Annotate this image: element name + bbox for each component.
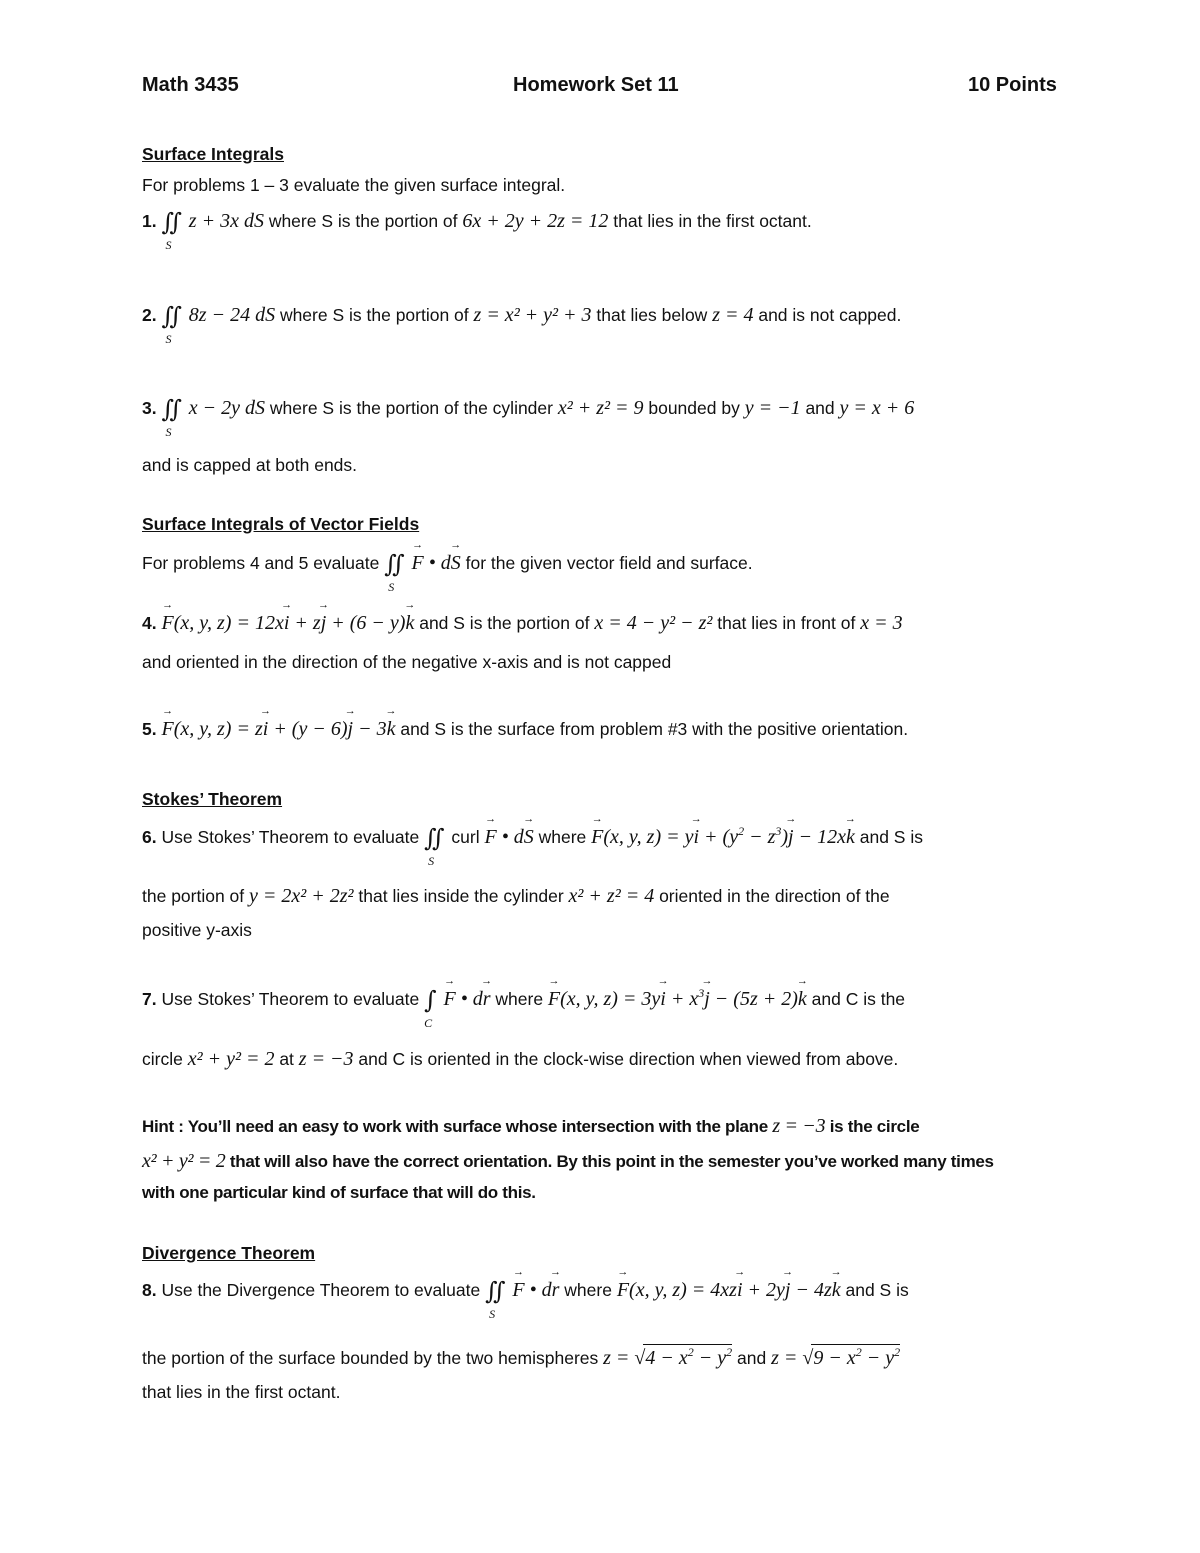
problem-4-text: and S is the portion of	[414, 613, 595, 633]
problem-3-equation: x² + z² = 9	[557, 397, 644, 419]
problem-3-mid: bounded by	[643, 398, 745, 418]
problem-3-text: where S is the portion of the cylinder	[265, 398, 558, 418]
double-integral-symbol: ∬ S	[161, 395, 182, 439]
problem-4-number: 4.	[142, 613, 157, 633]
hint-start: Hint : You’ll need an easy to work with surface whose intersection with the plane	[142, 1117, 773, 1136]
double-integral-symbol: ∬ S	[384, 550, 405, 594]
line-integral-expression: → F • d→ r	[444, 988, 491, 1010]
problem-7-end: and C is the	[806, 989, 906, 1009]
section-heading-vector-fields: Surface Integrals of Vector Fields	[142, 514, 420, 534]
problem-7-line-2-start: circle	[142, 1049, 188, 1069]
problem-4-equation: x = 4 − y² − z²	[594, 612, 713, 634]
problem-2-integrand: 8z − 24 dS	[188, 304, 276, 326]
problem-5-vector-field: → F(x, y, z) = z→ i + (y − 6)→ j − 3→ k	[161, 718, 395, 740]
problem-4-mid: that lies in front of	[712, 613, 861, 633]
problem-2-text: where S is the portion of	[275, 305, 474, 325]
points-label: 10 Points	[968, 74, 1057, 96]
hint-line-1	[142, 1115, 919, 1138]
curl-label: curl	[451, 827, 480, 847]
problem-2-mid: that lies below	[591, 305, 713, 325]
hemisphere-1: $z = √4 - x^2 - y^2$	[603, 1345, 733, 1369]
problem-3-and: and	[800, 398, 840, 418]
section-heading-divergence: Divergence Theorem	[142, 1243, 316, 1263]
hint-line-3: with one particular kind of surface that will do this.	[142, 1183, 536, 1202]
problem-7	[142, 986, 906, 1030]
problem-1	[142, 208, 812, 252]
problem-7-where: where	[490, 989, 548, 1009]
course-label: Math 3435	[142, 74, 239, 96]
problem-2-number: 2.	[142, 305, 157, 325]
problem-6-equation-2: x² + z² = 4	[568, 885, 655, 907]
hint-equation: z = −3	[772, 1115, 826, 1137]
divergence-expression: → F • d→ r	[512, 1279, 559, 1301]
problem-6-start: Use Stokes’ Theorem to evaluate	[156, 827, 425, 847]
problem-8-and: and	[732, 1348, 772, 1368]
flux-expression: → F • d→ S	[412, 552, 461, 574]
problem-2	[142, 302, 902, 346]
section-heading-stokes: Stokes’ Theorem	[142, 789, 283, 809]
curl-expression: → F • d→ S	[485, 826, 534, 848]
problem-7-number: 7.	[142, 989, 157, 1009]
problem-3	[142, 395, 915, 439]
hemisphere-2: $z = √9 - x^2 - y^2$	[771, 1345, 901, 1369]
intro-surface-integrals: For problems 1 – 3 evaluate the given surface integral.	[142, 175, 566, 195]
problem-1-integrand: z + 3x dS	[188, 210, 264, 232]
page-title: Homework Set 11	[513, 74, 679, 96]
problem-2-equation: z = x² + y² + 3	[473, 304, 592, 326]
problem-3-line-2: and is capped at both ends.	[142, 455, 358, 475]
problem-7-vector-field: → F(x, y, $z) = 3y\to i + x^3\to j - (5z + 2)\to k$	[548, 988, 807, 1010]
problem-1-number: 1.	[142, 211, 157, 231]
problem-4	[142, 612, 903, 635]
problem-8-line-2	[142, 1344, 900, 1370]
problem-6	[142, 824, 923, 868]
hint-end: is the circle	[825, 1117, 920, 1136]
problem-8	[142, 1277, 909, 1321]
problem-5-number: 5.	[142, 719, 157, 739]
problem-8-where: where	[559, 1280, 617, 1300]
problem-6-line-3: positive y-axis	[142, 920, 252, 940]
problem-5	[142, 718, 908, 741]
hint-line-2-text: that will also have the correct orientation. By this point in the semester you’ve worked many times	[225, 1152, 994, 1171]
hint-line-2	[142, 1150, 994, 1173]
problem-6-line-2	[142, 885, 890, 908]
line-integral-symbol: ∫ C	[424, 986, 437, 1030]
problem-1-end: that lies in the first octant.	[608, 211, 812, 231]
problem-6-where: where	[533, 827, 592, 847]
problem-6-vector-field: → F(x, y, $z) = y\to i + (y^2 - z^3)\to j - 12x\to k$	[591, 826, 855, 848]
problem-8-line-2-start: the portion of the surface bounded by the two hemispheres	[142, 1348, 604, 1368]
problem-8-number: 8.	[142, 1280, 157, 1300]
problem-7-equation: x² + y² = 2	[187, 1048, 275, 1070]
problem-8-start: Use the Divergence Theorem to evaluate	[156, 1280, 486, 1300]
problem-1-text: where S is the portion of	[263, 211, 463, 231]
section-heading-surface-integrals: Surface Integrals	[142, 144, 284, 164]
problem-7-line-2-end: and C is oriented in the clock-wise direction when viewed from above.	[353, 1049, 899, 1069]
problem-3-integrand: x − 2y dS	[188, 397, 266, 419]
problem-6-line-2-start: the portion of	[142, 886, 250, 906]
double-integral-symbol: ∬ S	[161, 302, 182, 346]
problem-2-equation-2: z = 4	[712, 304, 754, 326]
double-integral-symbol: ∬ S	[161, 208, 182, 252]
intro-2-start: For problems 4 and 5 evaluate	[142, 553, 385, 573]
problem-7-start: Use Stokes’ Theorem to evaluate	[156, 989, 425, 1009]
problem-1-equation: 6x + 2y + 2z = 12	[462, 210, 609, 232]
problem-6-line-2-mid: that lies inside the cylinder	[353, 886, 569, 906]
problem-4-vector-field: → F(x, y, z) = 12x→ i + z→ j + (6 − y)→ k	[161, 612, 414, 634]
problem-4-line-2: and oriented in the direction of the negative x-axis and is not capped	[142, 652, 672, 672]
problem-7-equation-2: z = −3	[298, 1048, 354, 1070]
problem-5-text: and S is the surface from problem #3 with the positive orientation.	[395, 719, 909, 739]
problem-6-equation: y = 2x² + 2z²	[249, 885, 354, 907]
problem-7-at: at	[274, 1049, 299, 1069]
problem-2-end: and is not capped.	[753, 305, 902, 325]
problem-3-equation-2: y = −1	[744, 397, 801, 419]
intro-2-end: for the given vector field and surface.	[460, 553, 753, 573]
problem-4-equation-2: x = 3	[860, 612, 903, 634]
problem-6-line-2-end: oriented in the direction of the	[654, 886, 890, 906]
problem-6-end: and S is	[854, 827, 923, 847]
problem-8-vector-field: → F(x, y, z) = 4xz→ i + 2y→ j − 4z→ k	[617, 1279, 841, 1301]
hint-equation-2: x² + y² = 2	[142, 1150, 226, 1172]
double-integral-symbol: ∬ S	[424, 824, 445, 868]
problem-3-equation-3: y = x + 6	[839, 397, 915, 419]
problem-6-number: 6.	[142, 827, 157, 847]
double-integral-symbol: ∬ S	[485, 1277, 506, 1321]
problem-3-number: 3.	[142, 398, 157, 418]
intro-vector-fields	[142, 550, 753, 594]
problem-8-line-3: that lies in the first octant.	[142, 1382, 341, 1402]
problem-7-line-2	[142, 1048, 898, 1071]
problem-8-end: and S is	[840, 1280, 909, 1300]
